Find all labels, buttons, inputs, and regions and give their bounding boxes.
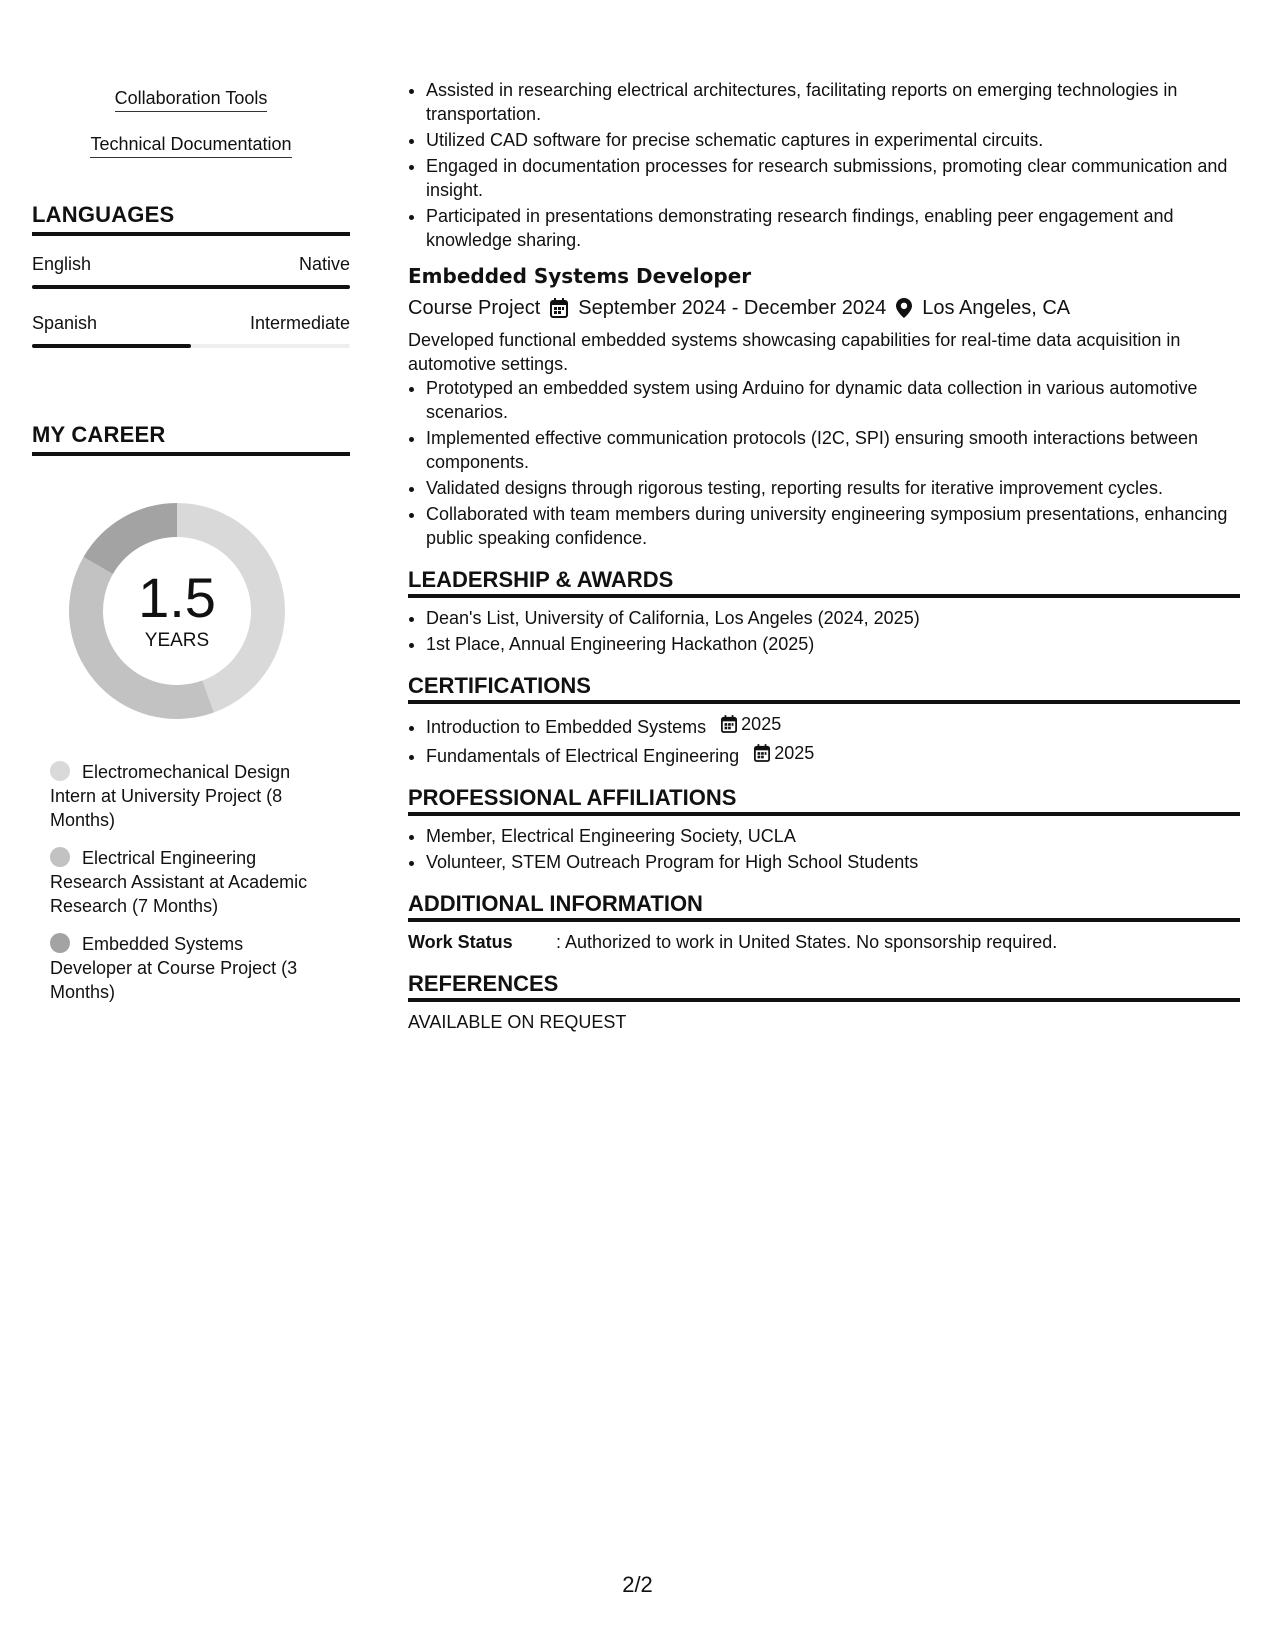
certification-name: Introduction to Embedded Systems bbox=[426, 717, 707, 737]
language-bar-fill bbox=[32, 344, 191, 348]
calendar-icon bbox=[754, 744, 770, 762]
references-heading: REFERENCES bbox=[408, 972, 1240, 1002]
certification-item bbox=[426, 741, 1240, 768]
job-description: Developed functional embedded systems showcasing capabilities for real-time data acquisition in automotive settings. bbox=[408, 330, 1181, 374]
legend-swatch bbox=[50, 933, 70, 953]
bullet-item: • Participated in presentations demonstrating research findings, enabling peer engagement and knowledge sharing. bbox=[426, 204, 1240, 252]
list-item: • Member, Electrical Engineering Society, UCLA bbox=[426, 824, 1240, 848]
language-name: Spanish bbox=[32, 313, 98, 333]
list-item: • 1st Place, Annual Engineering Hackathon (2025) bbox=[426, 632, 1240, 656]
previous-job-bullets bbox=[408, 78, 1240, 252]
job-dates: September 2024 - December 2024 bbox=[578, 297, 887, 319]
additional-info-heading: ADDITIONAL INFORMATION bbox=[408, 892, 1240, 922]
job-location: Los Angeles, CA bbox=[922, 297, 1071, 319]
sidebar bbox=[32, 80, 350, 1018]
skill-item: Technical Documentation bbox=[90, 134, 291, 158]
language-entry bbox=[32, 254, 350, 289]
calendar-icon bbox=[721, 715, 737, 733]
list-item: • Volunteer, STEM Outreach Program for High School Students bbox=[426, 850, 1240, 874]
career-legend bbox=[50, 760, 330, 1004]
certifications-heading: CERTIFICATIONS bbox=[408, 674, 1240, 704]
language-bar-fill bbox=[32, 285, 350, 289]
legend-label: Electrical Engineering Research Assistant at Academic Research (7 Months) bbox=[50, 848, 308, 916]
calendar-icon bbox=[550, 298, 568, 318]
career-legend-item bbox=[50, 932, 330, 1004]
references-text: AVAILABLE ON REQUEST bbox=[408, 1012, 627, 1032]
language-entry bbox=[32, 313, 350, 348]
language-bar bbox=[32, 285, 350, 289]
job-org: Course Project bbox=[408, 297, 541, 319]
career-legend-item bbox=[50, 846, 330, 918]
skill-item: Collaboration Tools bbox=[115, 88, 268, 112]
certification-year: 2025 bbox=[774, 743, 815, 763]
certifications-list bbox=[408, 712, 1240, 768]
career-unit: YEARS bbox=[144, 630, 210, 651]
bullet-item: • Prototyped an embedded system using Arduino for dynamic data collection in various automotive scenarios. bbox=[426, 376, 1240, 424]
leadership-list bbox=[408, 606, 1240, 656]
language-bar bbox=[32, 344, 350, 348]
language-level: Native bbox=[298, 254, 350, 274]
affiliations-heading: PROFESSIONAL AFFILIATIONS bbox=[408, 786, 1240, 816]
location-pin-icon bbox=[896, 298, 912, 318]
list-item: • Dean's List, University of California, Los Angeles (2024, 2025) bbox=[426, 606, 1240, 630]
career-total: 1.5 bbox=[138, 566, 216, 629]
page-number: 2/2 bbox=[622, 1572, 653, 1597]
bullet-item: • Utilized CAD software for precise schematic captures in experimental circuits. bbox=[426, 128, 1240, 152]
bullet-item: • Collaborated with team members during university engineering symposium presentations, enhancing public speaking confidence. bbox=[426, 502, 1240, 550]
additional-info-row bbox=[408, 930, 1240, 954]
main-content bbox=[408, 78, 1240, 1034]
languages-heading: LANGUAGES bbox=[32, 202, 350, 236]
bullet-item: • Validated designs through rigorous testing, reporting results for iterative improvement cycles. bbox=[426, 476, 1240, 500]
language-name: English bbox=[32, 254, 92, 274]
legend-swatch bbox=[50, 847, 70, 867]
legend-label: Electromechanical Design Intern at University Project (8 Months) bbox=[50, 762, 291, 830]
certification-year: 2025 bbox=[741, 714, 782, 734]
legend-swatch bbox=[50, 761, 70, 781]
affiliations-list bbox=[408, 824, 1240, 874]
career-donut-chart bbox=[62, 496, 292, 726]
legend-label: Embedded Systems Developer at Course Project (3 Months) bbox=[50, 934, 298, 1002]
bullet-item: • Engaged in documentation processes for research submissions, promoting clear communication and insight. bbox=[426, 154, 1240, 202]
career-legend-item bbox=[50, 760, 330, 832]
job-meta bbox=[408, 296, 1240, 320]
bullet-item: • Assisted in researching electrical architectures, facilitating reports on emerging technologies in transportation. bbox=[426, 78, 1240, 126]
skills-list bbox=[32, 80, 350, 172]
certification-name: Fundamentals of Electrical Engineering bbox=[426, 746, 740, 766]
additional-info-key: Work Status bbox=[408, 932, 513, 952]
career-heading: MY CAREER bbox=[32, 422, 350, 456]
job-bullets bbox=[408, 376, 1240, 550]
additional-info-value: : Authorized to work in United States. No sponsorship required. bbox=[556, 932, 1058, 952]
language-level: Intermediate bbox=[249, 313, 350, 333]
certification-item bbox=[426, 712, 1240, 739]
leadership-heading: LEADERSHIP & AWARDS bbox=[408, 568, 1240, 598]
bullet-item: • Implemented effective communication protocols (I2C, SPI) ensuring smooth interactions between components. bbox=[426, 426, 1240, 474]
job-title: Embedded Systems Developer bbox=[408, 264, 752, 288]
